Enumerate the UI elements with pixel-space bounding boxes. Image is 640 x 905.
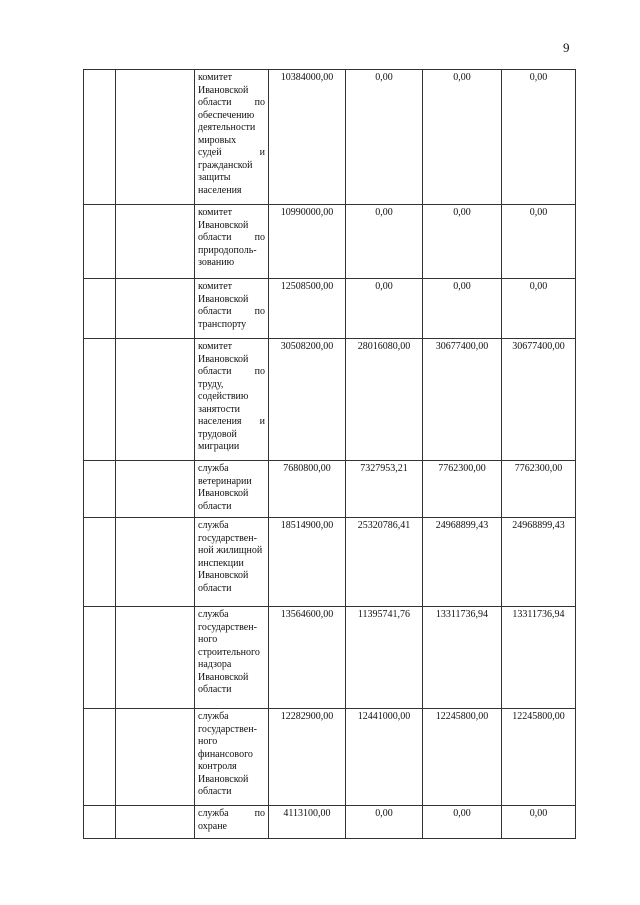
agency-name-line: Ивановской: [198, 84, 249, 96]
agency-name-line: государствен-: [198, 532, 257, 544]
agency-name-line: зованию: [198, 257, 235, 268]
agency-name-line: области: [198, 684, 232, 695]
agency-name-line: Ивановской: [198, 219, 249, 231]
empty-cell: [116, 70, 195, 205]
agency-name-line: Ивановской: [198, 570, 249, 581]
agency-name-line: природополь-: [198, 244, 257, 256]
page-number: 9: [563, 40, 570, 55]
agency-name-line: Ивановской: [198, 671, 249, 683]
amount-cell: 12441000,00: [346, 709, 423, 806]
agency-name-line: комитет: [198, 207, 233, 218]
amount-cell: 24968899,43: [502, 518, 576, 607]
table-row: [84, 461, 576, 518]
agency-name-line: трудовой: [198, 428, 237, 440]
empty-cell: [116, 607, 195, 709]
empty-cell: [84, 518, 116, 607]
amount-cell: 12282900,00: [269, 709, 346, 806]
amount-cell: 10990000,00: [269, 205, 346, 279]
budget-table: [83, 69, 576, 839]
amount-cell: 10384000,00: [269, 70, 346, 205]
amount-cell: 25320786,41: [346, 518, 423, 607]
agency-name-line: Ивановской: [198, 353, 249, 365]
agency-name-line: ной жилищной: [198, 545, 263, 556]
amount-cell: 7762300,00: [502, 461, 576, 518]
agency-name-line: служба: [198, 609, 229, 620]
amount-cell: 0,00: [346, 279, 423, 339]
amount-cell: 13564600,00: [269, 607, 346, 709]
agency-name-line: населения и: [198, 416, 265, 427]
agency-name-line: деятельности: [198, 122, 256, 133]
amount-cell: 28016080,00: [346, 339, 423, 461]
agency-name-line: транспорту: [198, 318, 247, 330]
amount-cell: 0,00: [502, 70, 576, 205]
agency-name-line: служба: [198, 711, 229, 722]
empty-cell: [84, 461, 116, 518]
amount-cell: 24968899,43: [423, 518, 502, 607]
amount-cell: 7762300,00: [423, 461, 502, 518]
amount-cell: 12245800,00: [423, 709, 502, 806]
agency-name-line: государствен-: [198, 723, 257, 735]
empty-cell: [84, 607, 116, 709]
agency-name-line: области: [198, 786, 232, 797]
agency-name-line: Ивановской: [198, 773, 249, 785]
amount-cell: 13311736,94: [423, 607, 502, 709]
agency-name-line: ного: [198, 634, 218, 645]
amount-cell: 0,00: [346, 806, 423, 839]
amount-cell: 0,00: [346, 205, 423, 279]
amount-cell: 0,00: [502, 205, 576, 279]
empty-cell: [116, 709, 195, 806]
amount-cell: 11395741,76: [346, 607, 423, 709]
agency-name-line: труду,: [198, 378, 224, 390]
amount-cell: 0,00: [423, 205, 502, 279]
table-row: [84, 70, 576, 205]
agency-name-cell: [195, 518, 269, 607]
budget-table-body: [84, 70, 576, 839]
agency-name-line: надзора: [198, 659, 232, 670]
amount-cell: 0,00: [423, 279, 502, 339]
agency-name-line: Ивановской: [198, 488, 249, 499]
agency-name-line: комитет: [198, 341, 233, 352]
agency-name-line: области по: [198, 232, 265, 243]
amount-cell: 4113100,00: [269, 806, 346, 839]
amount-cell: 30677400,00: [502, 339, 576, 461]
agency-name-cell: [195, 70, 269, 205]
empty-cell: [116, 205, 195, 279]
agency-name-cell: [195, 806, 269, 839]
empty-cell: [84, 339, 116, 461]
agency-name-line: области: [198, 582, 232, 594]
empty-cell: [116, 806, 195, 839]
agency-name-line: населения: [198, 184, 242, 196]
agency-name-line: занятости: [198, 403, 240, 415]
table-row: [84, 205, 576, 279]
empty-cell: [84, 205, 116, 279]
empty-cell: [84, 709, 116, 806]
empty-cell: [84, 279, 116, 339]
table-row: [84, 518, 576, 607]
agency-name-cell: [195, 607, 269, 709]
agency-name-cell: [195, 205, 269, 279]
agency-name-line: ного: [198, 736, 218, 747]
empty-cell: [84, 806, 116, 839]
agency-name-line: миграции: [198, 441, 240, 452]
table-row: [84, 279, 576, 339]
agency-name-line: строительного: [198, 646, 260, 658]
agency-name-line: комитет: [198, 281, 233, 292]
agency-name-line: служба: [198, 520, 229, 531]
amount-cell: 0,00: [423, 70, 502, 205]
empty-cell: [116, 339, 195, 461]
agency-name-line: области: [198, 500, 232, 512]
amount-cell: 0,00: [346, 70, 423, 205]
agency-name-line: обеспечению: [198, 109, 255, 121]
amount-cell: 0,00: [502, 806, 576, 839]
amount-cell: 30677400,00: [423, 339, 502, 461]
agency-name-line: инспекции: [198, 557, 244, 569]
amount-cell: 0,00: [502, 279, 576, 339]
table-row: [84, 709, 576, 806]
agency-name-line: служба: [198, 463, 229, 474]
empty-cell: [116, 279, 195, 339]
agency-name-line: служба по: [198, 808, 265, 819]
agency-name-line: области по: [198, 97, 265, 108]
amount-cell: 12508500,00: [269, 279, 346, 339]
amount-cell: 13311736,94: [502, 607, 576, 709]
agency-name-line: охране: [198, 820, 227, 832]
amount-cell: 12245800,00: [502, 709, 576, 806]
empty-cell: [84, 70, 116, 205]
table-row: [84, 806, 576, 839]
amount-cell: 18514900,00: [269, 518, 346, 607]
agency-name-line: гражданской: [198, 159, 253, 171]
agency-name-line: ветеринарии: [198, 475, 252, 487]
empty-cell: [116, 518, 195, 607]
agency-name-line: контроля: [198, 761, 237, 772]
agency-name-line: комитет: [198, 72, 233, 83]
agency-name-line: защиты: [198, 172, 231, 183]
agency-name-cell: [195, 339, 269, 461]
agency-name-line: области по: [198, 306, 265, 317]
amount-cell: 7680800,00: [269, 461, 346, 518]
agency-name-cell: [195, 279, 269, 339]
amount-cell: 30508200,00: [269, 339, 346, 461]
agency-name-line: финансового: [198, 748, 253, 760]
agency-name-cell: [195, 709, 269, 806]
amount-cell: 0,00: [423, 806, 502, 839]
empty-cell: [116, 461, 195, 518]
table-row: [84, 339, 576, 461]
agency-name-line: Ивановской: [198, 293, 249, 305]
agency-name-line: государствен-: [198, 621, 257, 633]
agency-name-line: содействию: [198, 391, 249, 402]
amount-cell: 7327953,21: [346, 461, 423, 518]
agency-name-line: области по: [198, 366, 265, 377]
table-row: [84, 607, 576, 709]
agency-name-line: судей и: [198, 147, 265, 158]
agency-name-line: мировых: [198, 134, 237, 146]
agency-name-cell: [195, 461, 269, 518]
